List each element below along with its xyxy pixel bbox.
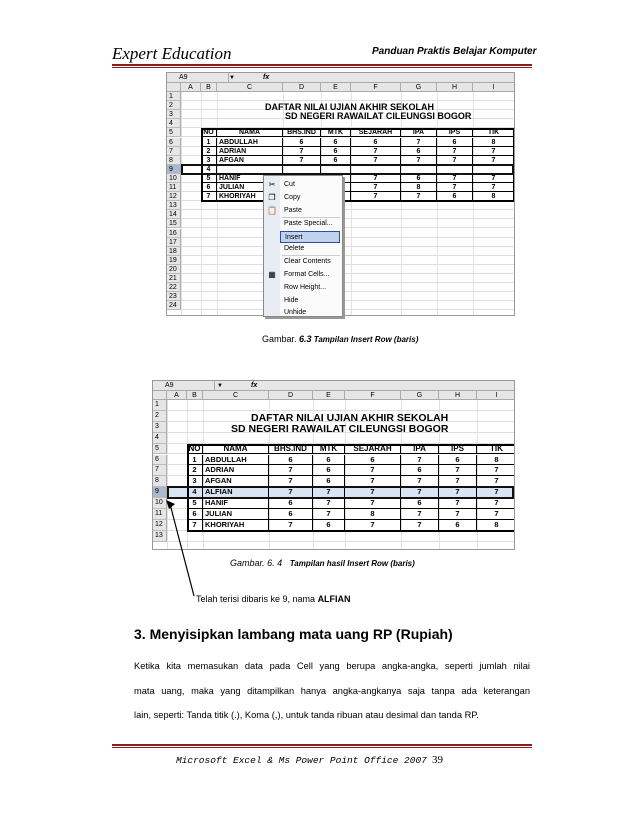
- table-cell[interactable]: 6: [313, 476, 345, 487]
- row-header-4[interactable]: 4: [167, 119, 181, 128]
- table-cell[interactable]: 6: [437, 138, 473, 147]
- column-header-f[interactable]: F: [351, 83, 401, 92]
- table-cell[interactable]: 6: [269, 455, 313, 466]
- table-cell[interactable]: 6: [321, 138, 351, 147]
- table-header-cell[interactable]: NO: [201, 128, 217, 137]
- paragraph-line-3: lain, seperti: Tanda titik (.), Koma (,), untuk tanda ribuan atau desimal dan tanda RP.: [134, 710, 479, 720]
- table-cell[interactable]: 7: [201, 192, 217, 201]
- row-header-11[interactable]: 11: [167, 183, 181, 192]
- row-header-15[interactable]: 15: [167, 219, 181, 228]
- table-header-cell[interactable]: MTK: [313, 444, 345, 455]
- select-all-corner[interactable]: [167, 83, 181, 92]
- table-cell[interactable]: 7: [313, 509, 345, 520]
- table-cell[interactable]: 7: [351, 192, 401, 201]
- selected-row-9: [181, 164, 514, 175]
- paragraph-line-1: Ketika kita memasukan data pada Cell yang berupa angka-angka, seperti jumlah nilai: [134, 661, 530, 671]
- select-all-corner[interactable]: [153, 391, 167, 400]
- table-cell[interactable]: 7: [345, 487, 401, 498]
- table-cell[interactable]: 7: [401, 520, 439, 531]
- table-cell[interactable]: 7: [401, 138, 437, 147]
- table-cell[interactable]: 7: [437, 174, 473, 183]
- gridline: [473, 92, 474, 315]
- header-subtitle: Panduan Praktis Belajar Komputer: [372, 46, 537, 57]
- menu-item-clear-contents[interactable]: Clear Contents: [284, 258, 331, 265]
- table-cell[interactable]: HANIF: [217, 174, 283, 183]
- table-header-cell[interactable]: TIK: [477, 444, 515, 455]
- gridline: [201, 92, 202, 315]
- table-cell[interactable]: 7: [345, 520, 401, 531]
- table-cell[interactable]: KHORIYAH: [203, 520, 269, 531]
- table-cell[interactable]: 6: [351, 138, 401, 147]
- row-header-16[interactable]: 16: [167, 229, 181, 238]
- table-cell[interactable]: 6: [401, 498, 439, 509]
- menu-item-unhide[interactable]: Unhide: [284, 309, 307, 316]
- table-cell[interactable]: 4: [187, 487, 203, 498]
- table-cell[interactable]: 7: [473, 156, 515, 165]
- table-cell[interactable]: 3: [187, 476, 203, 487]
- sheet-subtitle: SD NEGERI RAWAILAT CILEUNGSI BOGOR: [285, 111, 472, 122]
- table-cell[interactable]: ADRIAN: [217, 147, 283, 156]
- table-cell[interactable]: 7: [345, 498, 401, 509]
- row-header-3[interactable]: 3: [153, 422, 167, 433]
- gridline: [437, 92, 438, 315]
- name-box[interactable]: A9: [153, 381, 215, 391]
- annotation-pointer-line: [160, 500, 200, 600]
- table-cell[interactable]: 8: [401, 183, 437, 192]
- grid-row: [181, 201, 514, 210]
- table-header-cell[interactable]: BHS.IND: [283, 128, 321, 137]
- table-cell[interactable]: 4: [201, 165, 217, 174]
- table-cell[interactable]: 7: [401, 192, 437, 201]
- sheet-title: DAFTAR NILAI UJIAN AKHIR SEKOLAH: [265, 102, 434, 113]
- table-cell[interactable]: 7: [473, 174, 515, 183]
- table-cell[interactable]: 7: [269, 476, 313, 487]
- gridline: [351, 92, 352, 315]
- context-menu: [263, 175, 343, 317]
- column-header-a[interactable]: A: [167, 391, 187, 400]
- grid-row: [181, 229, 514, 238]
- table-cell[interactable]: JULIAN: [203, 509, 269, 520]
- menu-item-paste[interactable]: Paste: [284, 207, 302, 214]
- table-cell[interactable]: 6: [269, 498, 313, 509]
- header-rule-thin: [112, 67, 532, 68]
- name-box-dropdown-icon[interactable]: ▼: [229, 75, 235, 81]
- row-header-22[interactable]: 22: [167, 283, 181, 292]
- table-cell[interactable]: ADRIAN: [203, 465, 269, 476]
- menu-item-row-height[interactable]: Row Height...: [284, 284, 327, 291]
- table-header-cell[interactable]: NAMA: [217, 128, 283, 137]
- column-header-c[interactable]: C: [217, 83, 283, 92]
- menu-separator: [282, 255, 340, 256]
- table-cell[interactable]: 7: [345, 476, 401, 487]
- row-header-17[interactable]: 17: [167, 238, 181, 247]
- column-header-a[interactable]: A: [181, 83, 201, 92]
- table-cell[interactable]: 8: [477, 455, 515, 466]
- table-cell[interactable]: ALFIAN: [203, 487, 269, 498]
- menu-item-format-cells[interactable]: Format Cells...: [284, 271, 330, 278]
- menu-item-copy[interactable]: Copy: [284, 194, 301, 201]
- row-header-8[interactable]: 8: [167, 156, 181, 165]
- sheet-title: DAFTAR NILAI UJIAN AKHIR SEKOLAH: [251, 411, 449, 424]
- column-header-i[interactable]: I: [477, 391, 515, 400]
- column-header-i[interactable]: I: [473, 83, 515, 92]
- row-header-19[interactable]: 19: [167, 256, 181, 265]
- table-cell[interactable]: 6: [345, 455, 401, 466]
- table-cell[interactable]: 7: [439, 498, 477, 509]
- column-header-b[interactable]: B: [201, 83, 217, 92]
- table-cell[interactable]: 7: [473, 147, 515, 156]
- formula-bar: [153, 381, 514, 391]
- menu-separator: [282, 217, 340, 218]
- grid-row: [181, 92, 514, 101]
- table-cell[interactable]: 7: [439, 476, 477, 487]
- table-cell[interactable]: 7: [473, 183, 515, 192]
- column-header-f[interactable]: F: [345, 391, 401, 400]
- row-header-5[interactable]: 5: [153, 444, 167, 455]
- table-header-cell[interactable]: SEJARAH: [351, 128, 401, 137]
- column-header-b[interactable]: B: [187, 391, 203, 400]
- section-heading: 3. Menyisipkan lambang mata uang RP (Rupiah): [134, 626, 453, 642]
- table-cell[interactable]: ABDULLAH: [203, 455, 269, 466]
- grid-row: [181, 301, 514, 310]
- footer-text: Microsoft Excel & Ms Power Point Office 2007: [176, 755, 427, 766]
- grid-row: [181, 238, 514, 247]
- grid-row: [181, 274, 514, 283]
- column-header-e[interactable]: E: [321, 83, 351, 92]
- table-header-cell[interactable]: NO: [187, 444, 203, 455]
- table-cell[interactable]: 7: [477, 498, 515, 509]
- menu-item-cut[interactable]: Cut: [284, 181, 295, 188]
- row-header-10[interactable]: 10: [153, 498, 167, 509]
- table-cell[interactable]: 3: [201, 156, 217, 165]
- caption-figure-6-4: [230, 558, 415, 568]
- table-cell[interactable]: ABDULLAH: [217, 138, 283, 147]
- row-header-6[interactable]: 6: [153, 455, 167, 466]
- gridline: [181, 92, 182, 315]
- table-cell[interactable]: 8: [345, 509, 401, 520]
- table-cell[interactable]: 7: [313, 487, 345, 498]
- menu-item-insert[interactable]: Insert: [280, 231, 340, 243]
- table-cell[interactable]: 7: [439, 465, 477, 476]
- caption-prefix-2: Gambar. 6. 4: [230, 558, 283, 568]
- grid-row: [181, 247, 514, 256]
- footer-rule: [112, 744, 532, 746]
- table-cell[interactable]: 8: [477, 520, 515, 531]
- column-header-d[interactable]: D: [283, 83, 321, 92]
- paste-icon: 📋: [267, 206, 277, 215]
- row-header-13[interactable]: 13: [167, 201, 181, 210]
- grid-row: [181, 210, 514, 219]
- table-cell[interactable]: 6: [313, 520, 345, 531]
- table-cell[interactable]: 7: [477, 487, 515, 498]
- column-header-d[interactable]: D: [269, 391, 313, 400]
- fx-icon[interactable]: fx: [263, 74, 270, 81]
- row-header-24[interactable]: 24: [167, 301, 181, 310]
- row-header-1[interactable]: 1: [167, 92, 181, 101]
- row-header-7[interactable]: 7: [167, 147, 181, 156]
- row-header-1[interactable]: 1: [153, 400, 167, 411]
- table-cell[interactable]: HANIF: [203, 498, 269, 509]
- table-cell[interactable]: 7: [439, 509, 477, 520]
- annotation-prefix: Telah terisi dibaris ke 9, nama: [196, 594, 318, 604]
- table-cell[interactable]: 6: [401, 465, 439, 476]
- column-header-c[interactable]: C: [203, 391, 269, 400]
- table-cell[interactable]: 7: [401, 487, 439, 498]
- table-header-cell[interactable]: IPS: [439, 444, 477, 455]
- caption-text-2: Tampilan hasil Insert Row (baris): [289, 559, 415, 568]
- table-header-cell[interactable]: IPS: [437, 128, 473, 137]
- grid-row: [181, 219, 514, 228]
- row-header-4[interactable]: 4: [153, 433, 167, 444]
- table-cell[interactable]: KHORIYAH: [217, 192, 283, 201]
- grid-row: [167, 400, 514, 411]
- grid-row: [181, 265, 514, 274]
- table-header-cell[interactable]: MTK: [321, 128, 351, 137]
- row-header-2[interactable]: 2: [167, 101, 181, 110]
- table-cell[interactable]: 7: [269, 520, 313, 531]
- row-header-10[interactable]: 10: [167, 174, 181, 183]
- table-cell[interactable]: 7: [283, 156, 321, 165]
- row-header-23[interactable]: 23: [167, 292, 181, 301]
- table-cell[interactable]: 7: [187, 520, 203, 531]
- table-cell[interactable]: 7: [437, 183, 473, 192]
- table-cell[interactable]: 7: [351, 147, 401, 156]
- table-cell[interactable]: 7: [401, 156, 437, 165]
- annotation-text: [196, 594, 351, 604]
- row-header-7[interactable]: 7: [153, 465, 167, 476]
- table-cell[interactable]: 7: [437, 147, 473, 156]
- caption-number: 6.3: [299, 334, 312, 344]
- row-header-11[interactable]: 11: [153, 509, 167, 520]
- header-title: Expert Education: [112, 44, 232, 63]
- table-cell[interactable]: 6: [439, 520, 477, 531]
- row-header-6[interactable]: 6: [167, 138, 181, 147]
- table-header-cell[interactable]: IPA: [401, 444, 439, 455]
- table-cell[interactable]: JULIAN: [217, 183, 283, 192]
- row-header-20[interactable]: 20: [167, 265, 181, 274]
- table-cell[interactable]: 7: [439, 487, 477, 498]
- gridline: [401, 92, 402, 315]
- table-cell[interactable]: 7: [269, 487, 313, 498]
- table-cell[interactable]: 6: [437, 192, 473, 201]
- footer-rule-thin: [112, 747, 532, 748]
- row-header-13[interactable]: 13: [153, 531, 167, 542]
- table-cell[interactable]: 5: [201, 174, 217, 183]
- table-cell[interactable]: 6: [321, 147, 351, 156]
- table-cell[interactable]: 8: [473, 192, 515, 201]
- caption-text: Tampilan Insert Row (baris): [311, 335, 419, 344]
- table-cell[interactable]: 7: [269, 465, 313, 476]
- column-header-h[interactable]: H: [437, 83, 473, 92]
- table-header-cell[interactable]: BHS.IND: [269, 444, 313, 455]
- table-cell[interactable]: 6: [269, 509, 313, 520]
- column-header-h[interactable]: H: [439, 391, 477, 400]
- table-cell[interactable]: 7: [351, 183, 401, 192]
- column-header-e[interactable]: E: [313, 391, 345, 400]
- table-cell[interactable]: 6: [401, 147, 437, 156]
- column-header-g[interactable]: G: [401, 83, 437, 92]
- table-header-cell[interactable]: NAMA: [203, 444, 269, 455]
- row-header-12[interactable]: 12: [167, 192, 181, 201]
- column-header-g[interactable]: G: [401, 391, 439, 400]
- table-header-cell[interactable]: TIK: [473, 128, 515, 137]
- table-cell[interactable]: AFGAN: [203, 476, 269, 487]
- copy-icon: ❐: [268, 193, 276, 202]
- table-cell[interactable]: 8: [473, 138, 515, 147]
- selected-row-9: [167, 486, 514, 499]
- fx-icon[interactable]: fx: [251, 382, 258, 389]
- table-cell[interactable]: 6: [321, 156, 351, 165]
- grid-row: [181, 283, 514, 292]
- table-cell[interactable]: 7: [401, 455, 439, 466]
- table-cell[interactable]: 7: [401, 476, 439, 487]
- header-rule: [112, 64, 532, 66]
- paragraph-line-2: mata uang, maka yang ditampilkan hanya angka-angkanya saja tanpa ada keterangan: [134, 686, 530, 696]
- table-cell[interactable]: 7: [283, 147, 321, 156]
- formula-bar: [167, 73, 514, 83]
- row-header-2[interactable]: 2: [153, 411, 167, 422]
- spreadsheet-figure-2: [152, 380, 515, 550]
- table-cell[interactable]: 7: [477, 476, 515, 487]
- row-header-21[interactable]: 21: [167, 274, 181, 283]
- annotation-name: ALFIAN: [317, 594, 351, 604]
- table-cell[interactable]: 7: [477, 465, 515, 476]
- caption-figure-6-3: [262, 334, 418, 344]
- scissors-icon: ✂: [268, 180, 276, 189]
- row-header-3[interactable]: 3: [167, 110, 181, 119]
- table-cell[interactable]: 7: [313, 498, 345, 509]
- table-cell[interactable]: 6: [313, 465, 345, 476]
- table-cell[interactable]: AFGAN: [217, 156, 283, 165]
- table-header-cell[interactable]: IPA: [401, 128, 437, 137]
- table-cell[interactable]: 6: [187, 509, 203, 520]
- table-cell[interactable]: 7: [477, 509, 515, 520]
- table-cell[interactable]: 6: [313, 455, 345, 466]
- row-header-9[interactable]: 9: [153, 487, 167, 498]
- table-cell[interactable]: 6: [201, 183, 217, 192]
- table-cell[interactable]: 7: [345, 465, 401, 476]
- table-cell[interactable]: 6: [283, 138, 321, 147]
- table-cell[interactable]: 7: [437, 156, 473, 165]
- row-header-12[interactable]: 12: [153, 520, 167, 531]
- table-cell[interactable]: 1: [187, 455, 203, 466]
- sheet-subtitle: SD NEGERI RAWAILAT CILEUNGSI BOGOR: [231, 422, 449, 435]
- table-cell[interactable]: 2: [201, 147, 217, 156]
- menu-item-hide[interactable]: Hide: [284, 297, 299, 304]
- table-cell[interactable]: 6: [401, 174, 437, 183]
- table-cell[interactable]: 7: [401, 509, 439, 520]
- table-cell[interactable]: 6: [439, 455, 477, 466]
- caption-prefix: Gambar.: [262, 334, 300, 344]
- grid-row: [167, 531, 514, 542]
- row-header-18[interactable]: 18: [167, 247, 181, 256]
- table-cell[interactable]: 2: [187, 465, 203, 476]
- gridline: [217, 92, 218, 315]
- table-cell[interactable]: 7: [351, 174, 401, 183]
- name-box-dropdown-icon[interactable]: ▼: [217, 383, 223, 389]
- grid-row: [181, 256, 514, 265]
- row-header-9[interactable]: 9: [167, 165, 181, 174]
- format-cells-icon: ▦: [268, 270, 276, 279]
- menu-item-delete[interactable]: Delete: [284, 245, 305, 252]
- menu-item-paste-special[interactable]: Paste Special...: [284, 220, 333, 227]
- page-number: 39: [432, 754, 443, 766]
- table-cell[interactable]: 7: [351, 156, 401, 165]
- row-header-5[interactable]: 5: [167, 128, 181, 137]
- name-box[interactable]: A9: [167, 73, 229, 83]
- row-header-14[interactable]: 14: [167, 210, 181, 219]
- table-cell[interactable]: 1: [201, 138, 217, 147]
- grid-row: [181, 292, 514, 301]
- table-header-cell[interactable]: SEJARAH: [345, 444, 401, 455]
- row-header-8[interactable]: 8: [153, 476, 167, 487]
- table-cell[interactable]: 5: [187, 498, 203, 509]
